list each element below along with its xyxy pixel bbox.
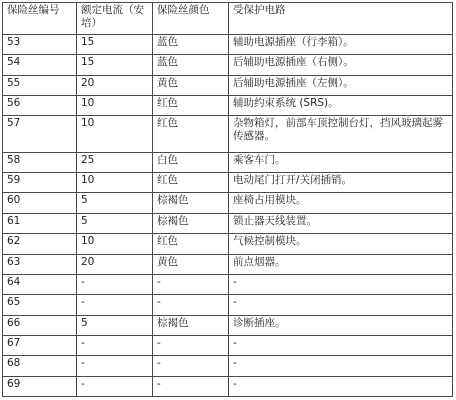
cell-protected-circuit: - xyxy=(229,295,453,315)
table-row xyxy=(3,376,453,396)
header-fuse-color: 保险丝颜色 xyxy=(153,3,229,35)
table-row xyxy=(3,234,453,254)
cell-fuse-color: 红色 xyxy=(153,234,229,254)
header-fuse-number: 保险丝编号 xyxy=(3,3,77,35)
cell-fuse-number: 68 xyxy=(3,356,77,376)
cell-fuse-color: - xyxy=(153,295,229,315)
cell-fuse-color: - xyxy=(153,376,229,396)
cell-rated-current: 15 xyxy=(77,55,153,75)
cell-rated-current: - xyxy=(77,295,153,315)
cell-rated-current: - xyxy=(77,335,153,355)
table-row xyxy=(3,295,453,315)
cell-fuse-color: 棕褐色 xyxy=(153,193,229,213)
table-row xyxy=(3,315,453,335)
cell-protected-circuit: 杂物箱灯，前部车顶控制台灯，挡风玻璃起雾传感器。 xyxy=(229,116,453,152)
cell-fuse-color: 棕褐色 xyxy=(153,315,229,335)
cell-protected-circuit: 气候控制模块。 xyxy=(229,234,453,254)
cell-protected-circuit: 前点烟器。 xyxy=(229,254,453,274)
fuse-table xyxy=(2,2,453,397)
cell-fuse-number: 63 xyxy=(3,254,77,274)
cell-rated-current: 25 xyxy=(77,152,153,172)
cell-rated-current: 10 xyxy=(77,234,153,254)
cell-fuse-color: - xyxy=(153,356,229,376)
cell-protected-circuit: 辅助电源插座（行李箱）。 xyxy=(229,35,453,55)
cell-fuse-number: 67 xyxy=(3,335,77,355)
cell-fuse-number: 61 xyxy=(3,213,77,233)
table-row xyxy=(3,356,453,376)
header-row xyxy=(3,3,453,35)
cell-fuse-color: 黄色 xyxy=(153,254,229,274)
cell-fuse-number: 53 xyxy=(3,35,77,55)
cell-fuse-number: 59 xyxy=(3,173,77,193)
table-row xyxy=(3,213,453,233)
cell-protected-circuit: 锁止器天线装置。 xyxy=(229,213,453,233)
table-row xyxy=(3,254,453,274)
cell-fuse-number: 65 xyxy=(3,295,77,315)
cell-fuse-number: 66 xyxy=(3,315,77,335)
cell-protected-circuit: - xyxy=(229,274,453,294)
cell-fuse-number: 62 xyxy=(3,234,77,254)
cell-protected-circuit: 辅助约束系统 (SRS)。 xyxy=(229,96,453,116)
cell-fuse-number: 60 xyxy=(3,193,77,213)
cell-rated-current: - xyxy=(77,274,153,294)
cell-protected-circuit: - xyxy=(229,376,453,396)
cell-rated-current: 5 xyxy=(77,193,153,213)
cell-fuse-number: 56 xyxy=(3,96,77,116)
cell-rated-current: 5 xyxy=(77,315,153,335)
header-rated-current: 额定电流（安培） xyxy=(77,3,153,35)
cell-fuse-color: - xyxy=(153,335,229,355)
cell-rated-current: - xyxy=(77,376,153,396)
cell-fuse-number: 55 xyxy=(3,75,77,95)
cell-fuse-color: 红色 xyxy=(153,173,229,193)
cell-protected-circuit: - xyxy=(229,356,453,376)
table-row xyxy=(3,274,453,294)
cell-rated-current: 15 xyxy=(77,35,153,55)
cell-fuse-number: 57 xyxy=(3,116,77,152)
cell-rated-current: 5 xyxy=(77,213,153,233)
cell-fuse-color: 棕褐色 xyxy=(153,213,229,233)
cell-fuse-color: 蓝色 xyxy=(153,55,229,75)
cell-rated-current: 10 xyxy=(77,96,153,116)
cell-protected-circuit: - xyxy=(229,335,453,355)
table-row xyxy=(3,152,453,172)
table-row xyxy=(3,35,453,55)
table-row xyxy=(3,335,453,355)
cell-fuse-color: 黄色 xyxy=(153,75,229,95)
table-row xyxy=(3,75,453,95)
table-row xyxy=(3,193,453,213)
cell-fuse-number: 64 xyxy=(3,274,77,294)
cell-fuse-color: 蓝色 xyxy=(153,35,229,55)
cell-protected-circuit: 乘客车门。 xyxy=(229,152,453,172)
cell-rated-current: 20 xyxy=(77,254,153,274)
table-row xyxy=(3,96,453,116)
cell-fuse-number: 58 xyxy=(3,152,77,172)
cell-protected-circuit: 后辅助电源插座（左侧）。 xyxy=(229,75,453,95)
cell-protected-circuit: 座椅占用模块。 xyxy=(229,193,453,213)
cell-protected-circuit: 后辅助电源插座（右侧）。 xyxy=(229,55,453,75)
table-row xyxy=(3,55,453,75)
cell-rated-current: - xyxy=(77,356,153,376)
cell-rated-current: 10 xyxy=(77,116,153,152)
table-row xyxy=(3,116,453,152)
cell-fuse-number: 54 xyxy=(3,55,77,75)
cell-protected-circuit: 诊断插座。 xyxy=(229,315,453,335)
cell-rated-current: 10 xyxy=(77,173,153,193)
cell-protected-circuit: 电动尾门打开/关闭插销。 xyxy=(229,173,453,193)
cell-fuse-number: 69 xyxy=(3,376,77,396)
cell-fuse-color: 红色 xyxy=(153,116,229,152)
table-row xyxy=(3,173,453,193)
cell-fuse-color: 红色 xyxy=(153,96,229,116)
cell-fuse-color: - xyxy=(153,274,229,294)
header-protected-circuit: 受保护电路 xyxy=(229,3,453,35)
cell-fuse-color: 白色 xyxy=(153,152,229,172)
cell-rated-current: 20 xyxy=(77,75,153,95)
